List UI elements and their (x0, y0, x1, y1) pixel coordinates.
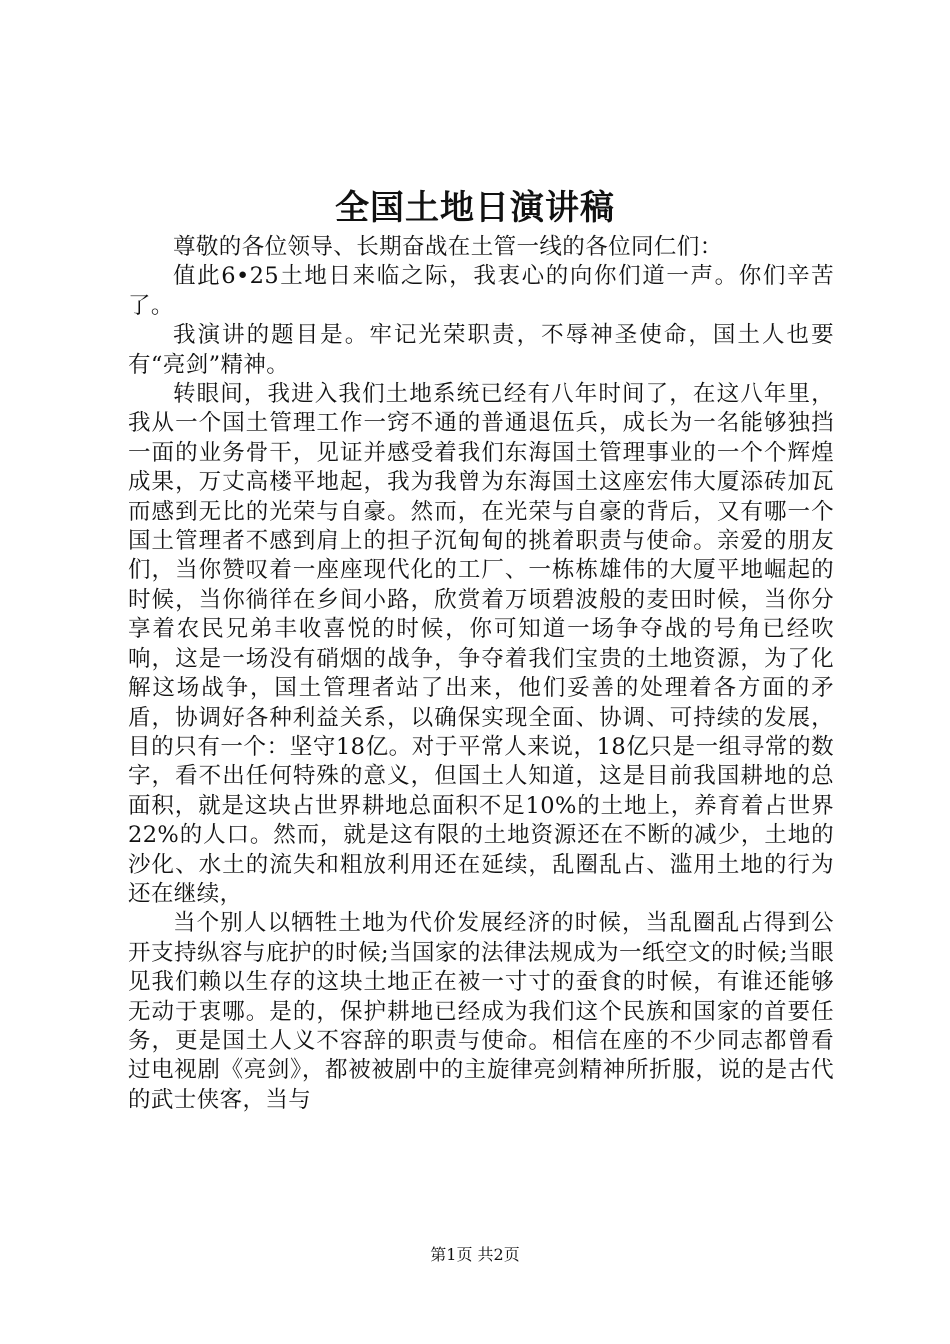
page-footer: 第1页 共2页 (430, 1245, 520, 1264)
paragraph-salutation: 尊敬的各位领导、长期奋战在土管一线的各位同仁们： (173, 234, 723, 260)
paragraph-main: 转眼间，我进入我们土地系统已经有八年时间了，在这八年里，我从一个国土管理工作一窍不通的普通退伍兵，成长为一名能够独挡一面的业务骨干，见证并感受着我们东海国土管理事业的一个个辉煌成果，万丈高楼平地起，我为我曾为东海国土这座宏伟大厦添砖加瓦而感到无比的光荣与自豪。然而，在光荣与自豪的背后，又有哪一个国土管理者不感到肩上的担子沉甸甸的挑着职责与使命。亲爱的朋友们，当你赞叹着一座座现代化的工厂、一栋栋雄伟的大厦平地崛起的时候，当你徜徉在乡间小路，欣赏着万顷碧波般的麦田时候，当你分享着农民兄弟丰收喜悦的时候，你可知道一场争夺战的号角已经吹响，这是一场没有硝烟的战争，争夺着我们宝贵的土地资源，为了化解这场战争，国土管理者站了出来，他们妥善的处理着各方面的矛盾，协调好各种利益关系，以确保实现全面、协调、可持续的发展，目的只有一个：坚守18亿。对于平常人来说，18亿只是一组寻常的数字，看不出任何特殊的意义，但国土人知道，这是目前我国耕地的总面积，就是这块占世界耕地总面积不足10%的土地上，养育着占世界22%的人口。然而，就是这有限的土地资源还在不断的减少，土地的沙化、水土的流失和粗放利用还在延续，乱圈乱占、滥用土地的行为还在继续， (128, 381, 834, 907)
paragraph-continued: 当个别人以牺牲土地为代价发展经济的时候，当乱圈乱占得到公开支持纵容与庇护的时候;当国家的法律法规成为一纸空文的时候;当眼见我们赖以生存的这块土地正在被一寸寸的蚕食的时候，有谁还能够无动于衷哪。是的，保护耕地已经成为我们这个民族和国家的首要任务，更是国土人义不容辞的职责与使命。相信在座的不少同志都曾看过电视剧《亮剑》，都被被剧中的主旋律亮剑精神所折服，说的是古代的武士侠客，当与 (128, 910, 834, 1113)
paragraph-greeting: 值此6•25土地日来临之际，我衷心的向你们道一声。你们辛苦了。 (128, 263, 834, 319)
document-body (128, 233, 834, 1115)
paragraph-topic: 我演讲的题目是。牢记光荣职责，不辱神圣使命，国土人也要有“亮剑”精神。 (128, 322, 834, 378)
document-title: 全国土地日演讲稿 (335, 188, 615, 228)
